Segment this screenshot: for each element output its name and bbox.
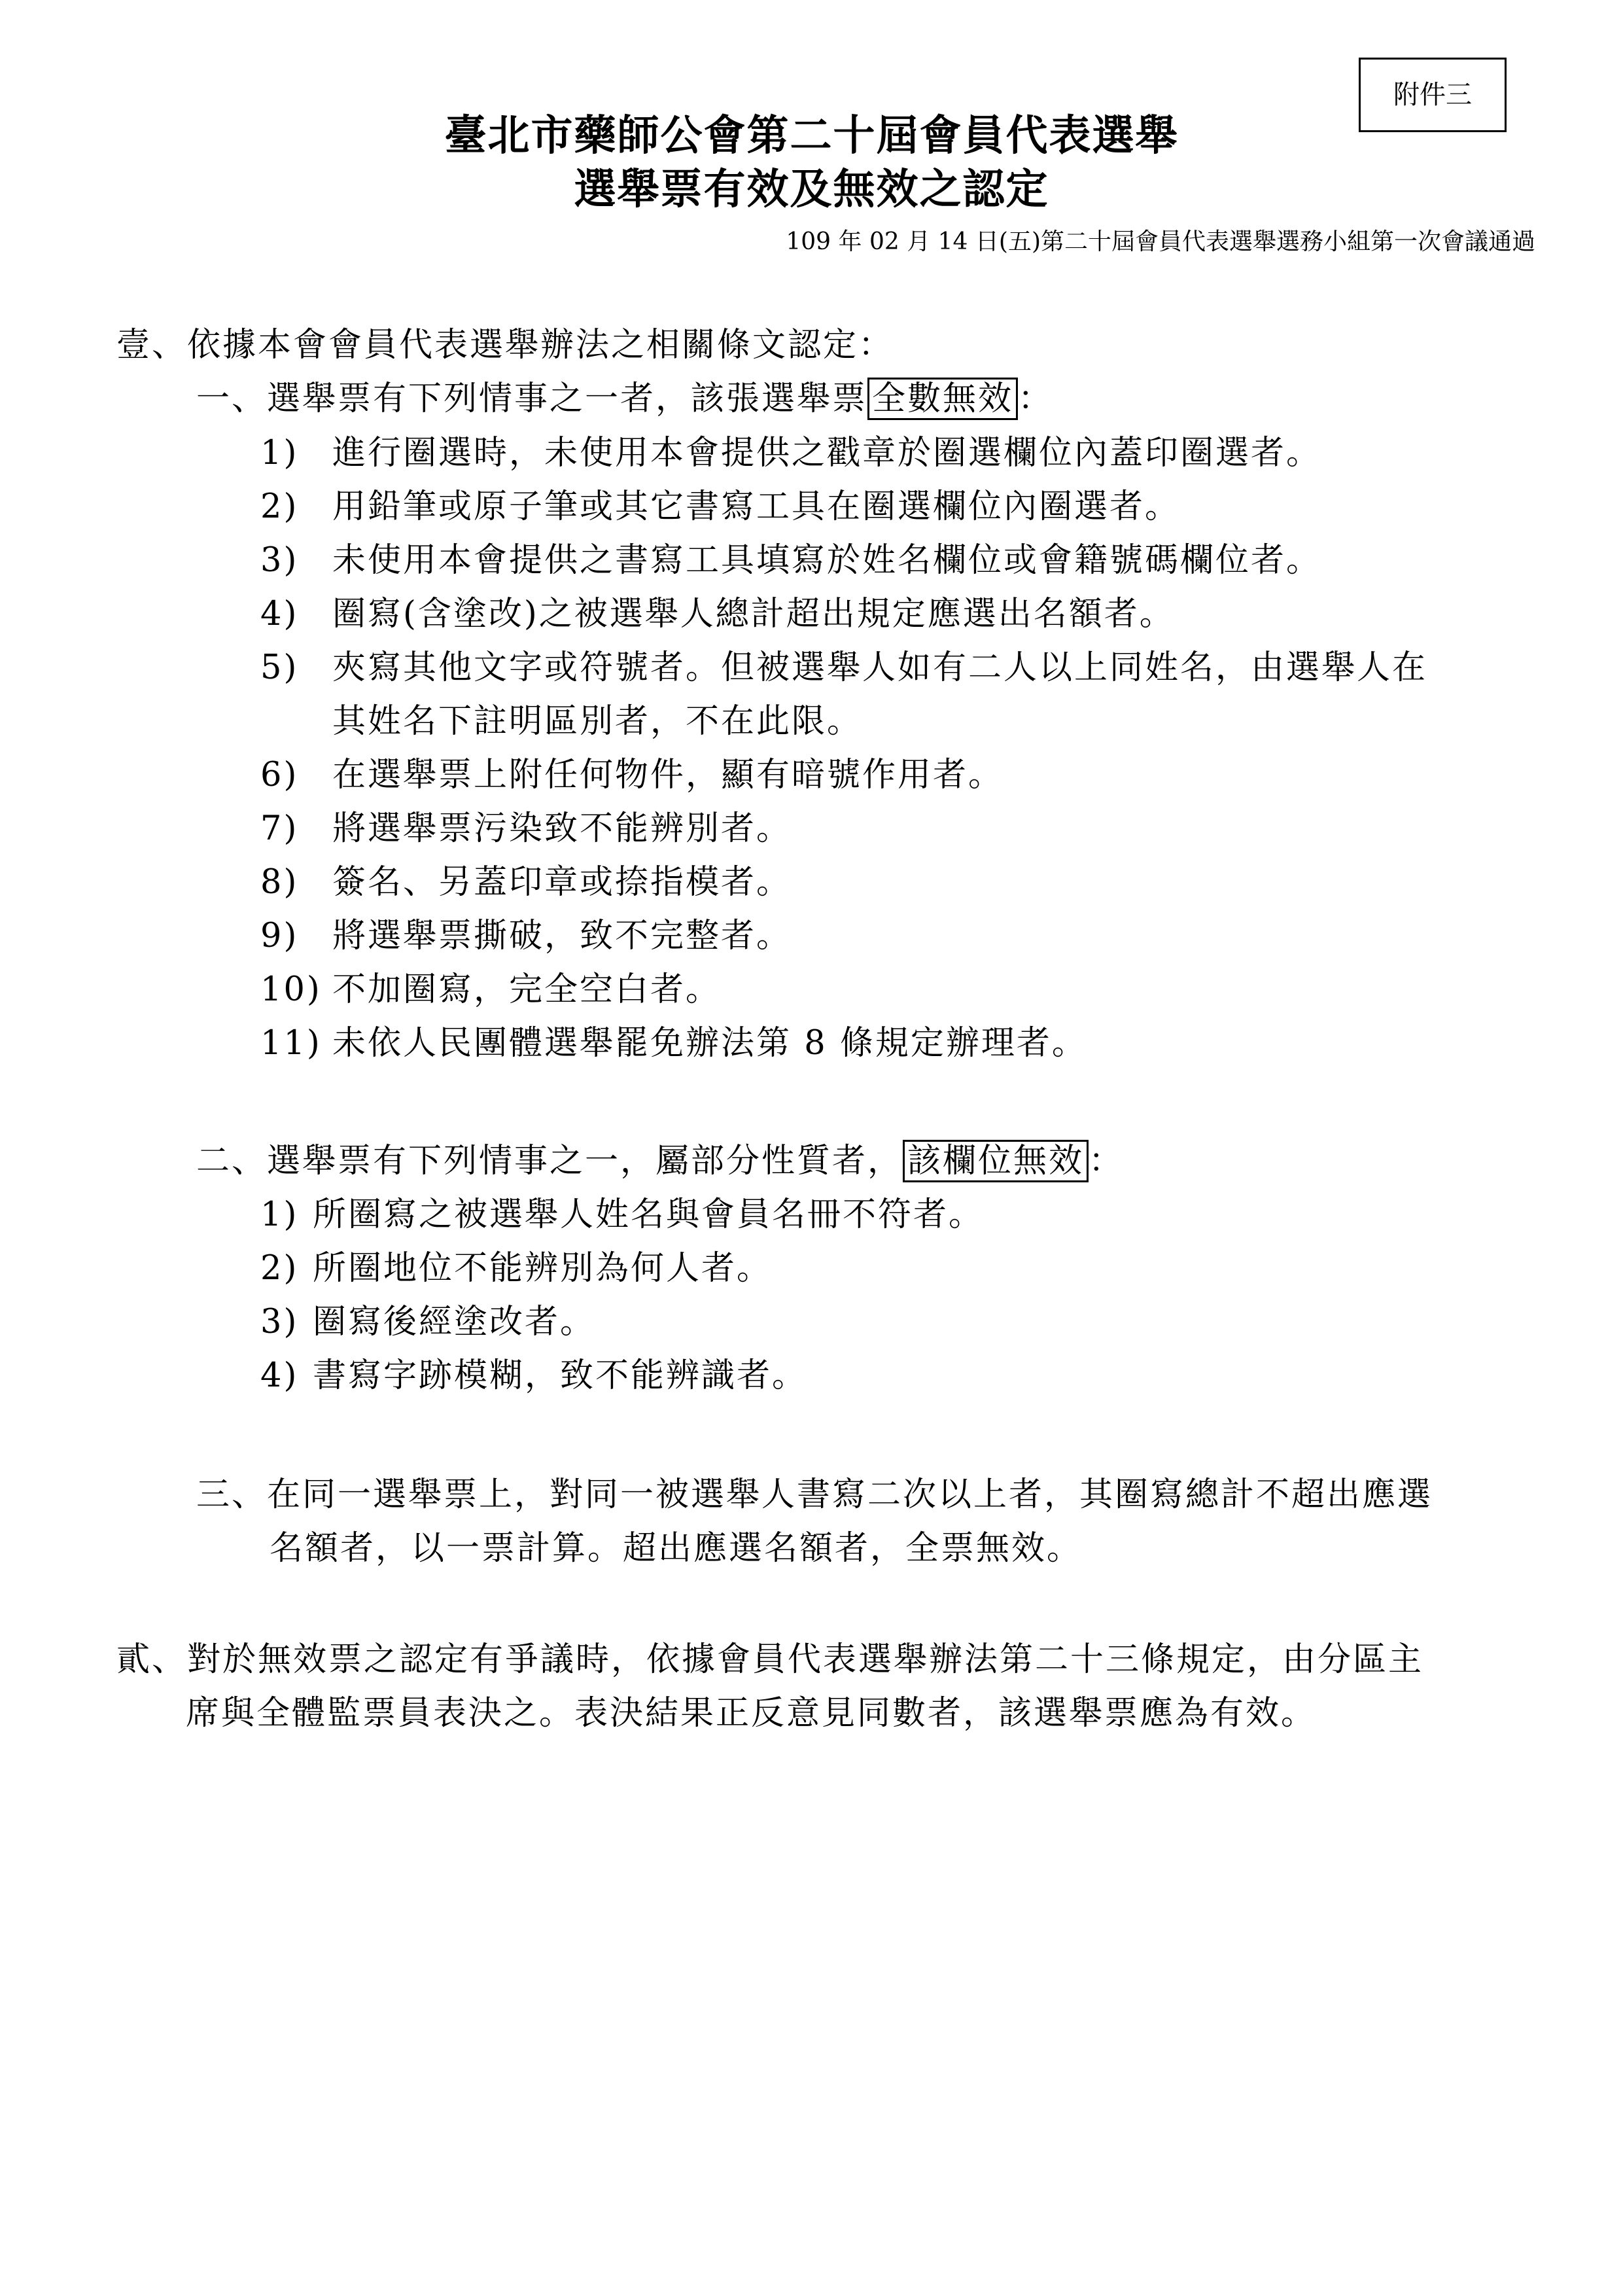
part2-tail: ： — [1089, 1142, 1125, 1180]
item-text: 圈寫(含塗改)之被選舉人總計超出規定應選出名額者。 — [332, 595, 1175, 633]
list-item — [260, 431, 1321, 476]
list-item — [260, 1299, 595, 1345]
item-marker: 11) — [260, 1024, 322, 1063]
item-marker: 5) — [260, 648, 299, 687]
item-text: 圈寫後經塗改者。 — [313, 1303, 596, 1341]
item-marker: 3) — [260, 541, 299, 580]
item-text: 進行圈選時，未使用本會提供之戳章於圈選欄位內蓋印圈選者。 — [332, 434, 1322, 472]
item-text: 用鉛筆或原子筆或其它書寫工具在圈選欄位內圈選者。 — [332, 487, 1181, 526]
item-marker: 3) — [260, 1303, 299, 1341]
page-title: 臺北市藥師公會第二十屆會員代表選舉 — [444, 111, 1179, 160]
item-text: 未使用本會提供之書寫工具填寫於姓名欄位或會籍號碼欄位者。 — [332, 541, 1322, 580]
part1-heading — [196, 376, 1053, 422]
part2-boxed-emphasis: 該欄位無效 — [903, 1140, 1089, 1182]
list-item — [260, 967, 721, 1013]
section1-heading: 壹、依據本會會員代表選舉辦法之相關條文認定： — [116, 326, 894, 364]
item-marker: 6) — [260, 756, 299, 794]
item-marker: 10) — [260, 970, 322, 1009]
list-item — [260, 1246, 772, 1292]
item-text: 所圈地位不能辨別為何人者。 — [313, 1249, 773, 1288]
list-item — [260, 752, 1003, 798]
list-item — [260, 645, 1427, 691]
item-text: 在選舉票上附任何物件，顯有暗號作用者。 — [332, 756, 1004, 794]
item-marker: 4) — [260, 1356, 299, 1395]
part3-line1: 三、在同一選舉票上，對同一被選舉人書寫二次以上者，其圈寫總計不超出應選 — [196, 1475, 1433, 1514]
approval-note: 109 年 02 月 14 日(五)第二十屆會員代表選舉選務小組第一次會議通過 — [786, 228, 1535, 255]
list-item — [260, 1021, 1087, 1067]
part2-lead: 二、選舉票有下列情事之一，屬部分性質者， — [196, 1142, 903, 1180]
list-item — [260, 538, 1321, 584]
list-item — [260, 484, 1180, 530]
item-marker: 9) — [260, 917, 299, 955]
section2-line1: 貳、對於無效票之認定有爭議時，依據會員代表選舉辦法第二十三條規定，由分區主 — [116, 1640, 1424, 1679]
section2-line2: 席與全體監票員表決之。表決結果正反意見同數者，該選舉票應為有效。 — [186, 1694, 1317, 1733]
part3-line2: 名額者，以一票計算。超出應選名額者，全票無效。 — [270, 1529, 1083, 1568]
list-item — [260, 913, 792, 959]
list-item — [260, 1192, 984, 1238]
page-subtitle: 選舉票有效及無效之認定 — [574, 165, 1049, 214]
list-item — [260, 806, 792, 852]
item-text: 未依人民團體選舉罷免辦法第 8 條規定辦理者。 — [332, 1024, 1087, 1063]
list-item — [260, 860, 792, 906]
item-marker: 4) — [260, 595, 299, 633]
item-marker: 2) — [260, 1249, 299, 1288]
part1-boxed-emphasis: 全數無效 — [867, 378, 1018, 420]
annex-label: 附件三 — [1359, 58, 1507, 132]
list-item — [260, 1353, 807, 1399]
list-item — [260, 592, 1175, 637]
item-text: 不加圈寫，完全空白者。 — [332, 970, 722, 1009]
item-text: 簽名、另蓋印章或捺指模者。 — [332, 863, 792, 902]
item-text: 將選舉票撕破，致不完整者。 — [332, 917, 792, 955]
item-marker: 1) — [260, 434, 299, 472]
item-text: 所圈寫之被選舉人姓名與會員名冊不符者。 — [313, 1195, 985, 1234]
item-marker: 8) — [260, 863, 299, 902]
item-text: 書寫字跡模糊，致不能辨識者。 — [313, 1356, 808, 1395]
item-text: 將選舉票污染致不能辨別者。 — [332, 809, 792, 848]
part1-tail: ： — [1018, 380, 1054, 418]
item-marker: 7) — [260, 809, 299, 848]
item-text: 夾寫其他文字或符號者。但被選舉人如有二人以上同姓名，由選舉人在 — [332, 648, 1428, 687]
part1-lead: 一、選舉票有下列情事之一者，該張選舉票 — [196, 380, 868, 418]
part2-heading — [196, 1139, 1124, 1184]
item-marker: 1) — [260, 1195, 299, 1234]
item-continuation: 其姓名下註明區別者，不在此限。 — [332, 702, 863, 741]
item-marker: 2) — [260, 487, 299, 526]
